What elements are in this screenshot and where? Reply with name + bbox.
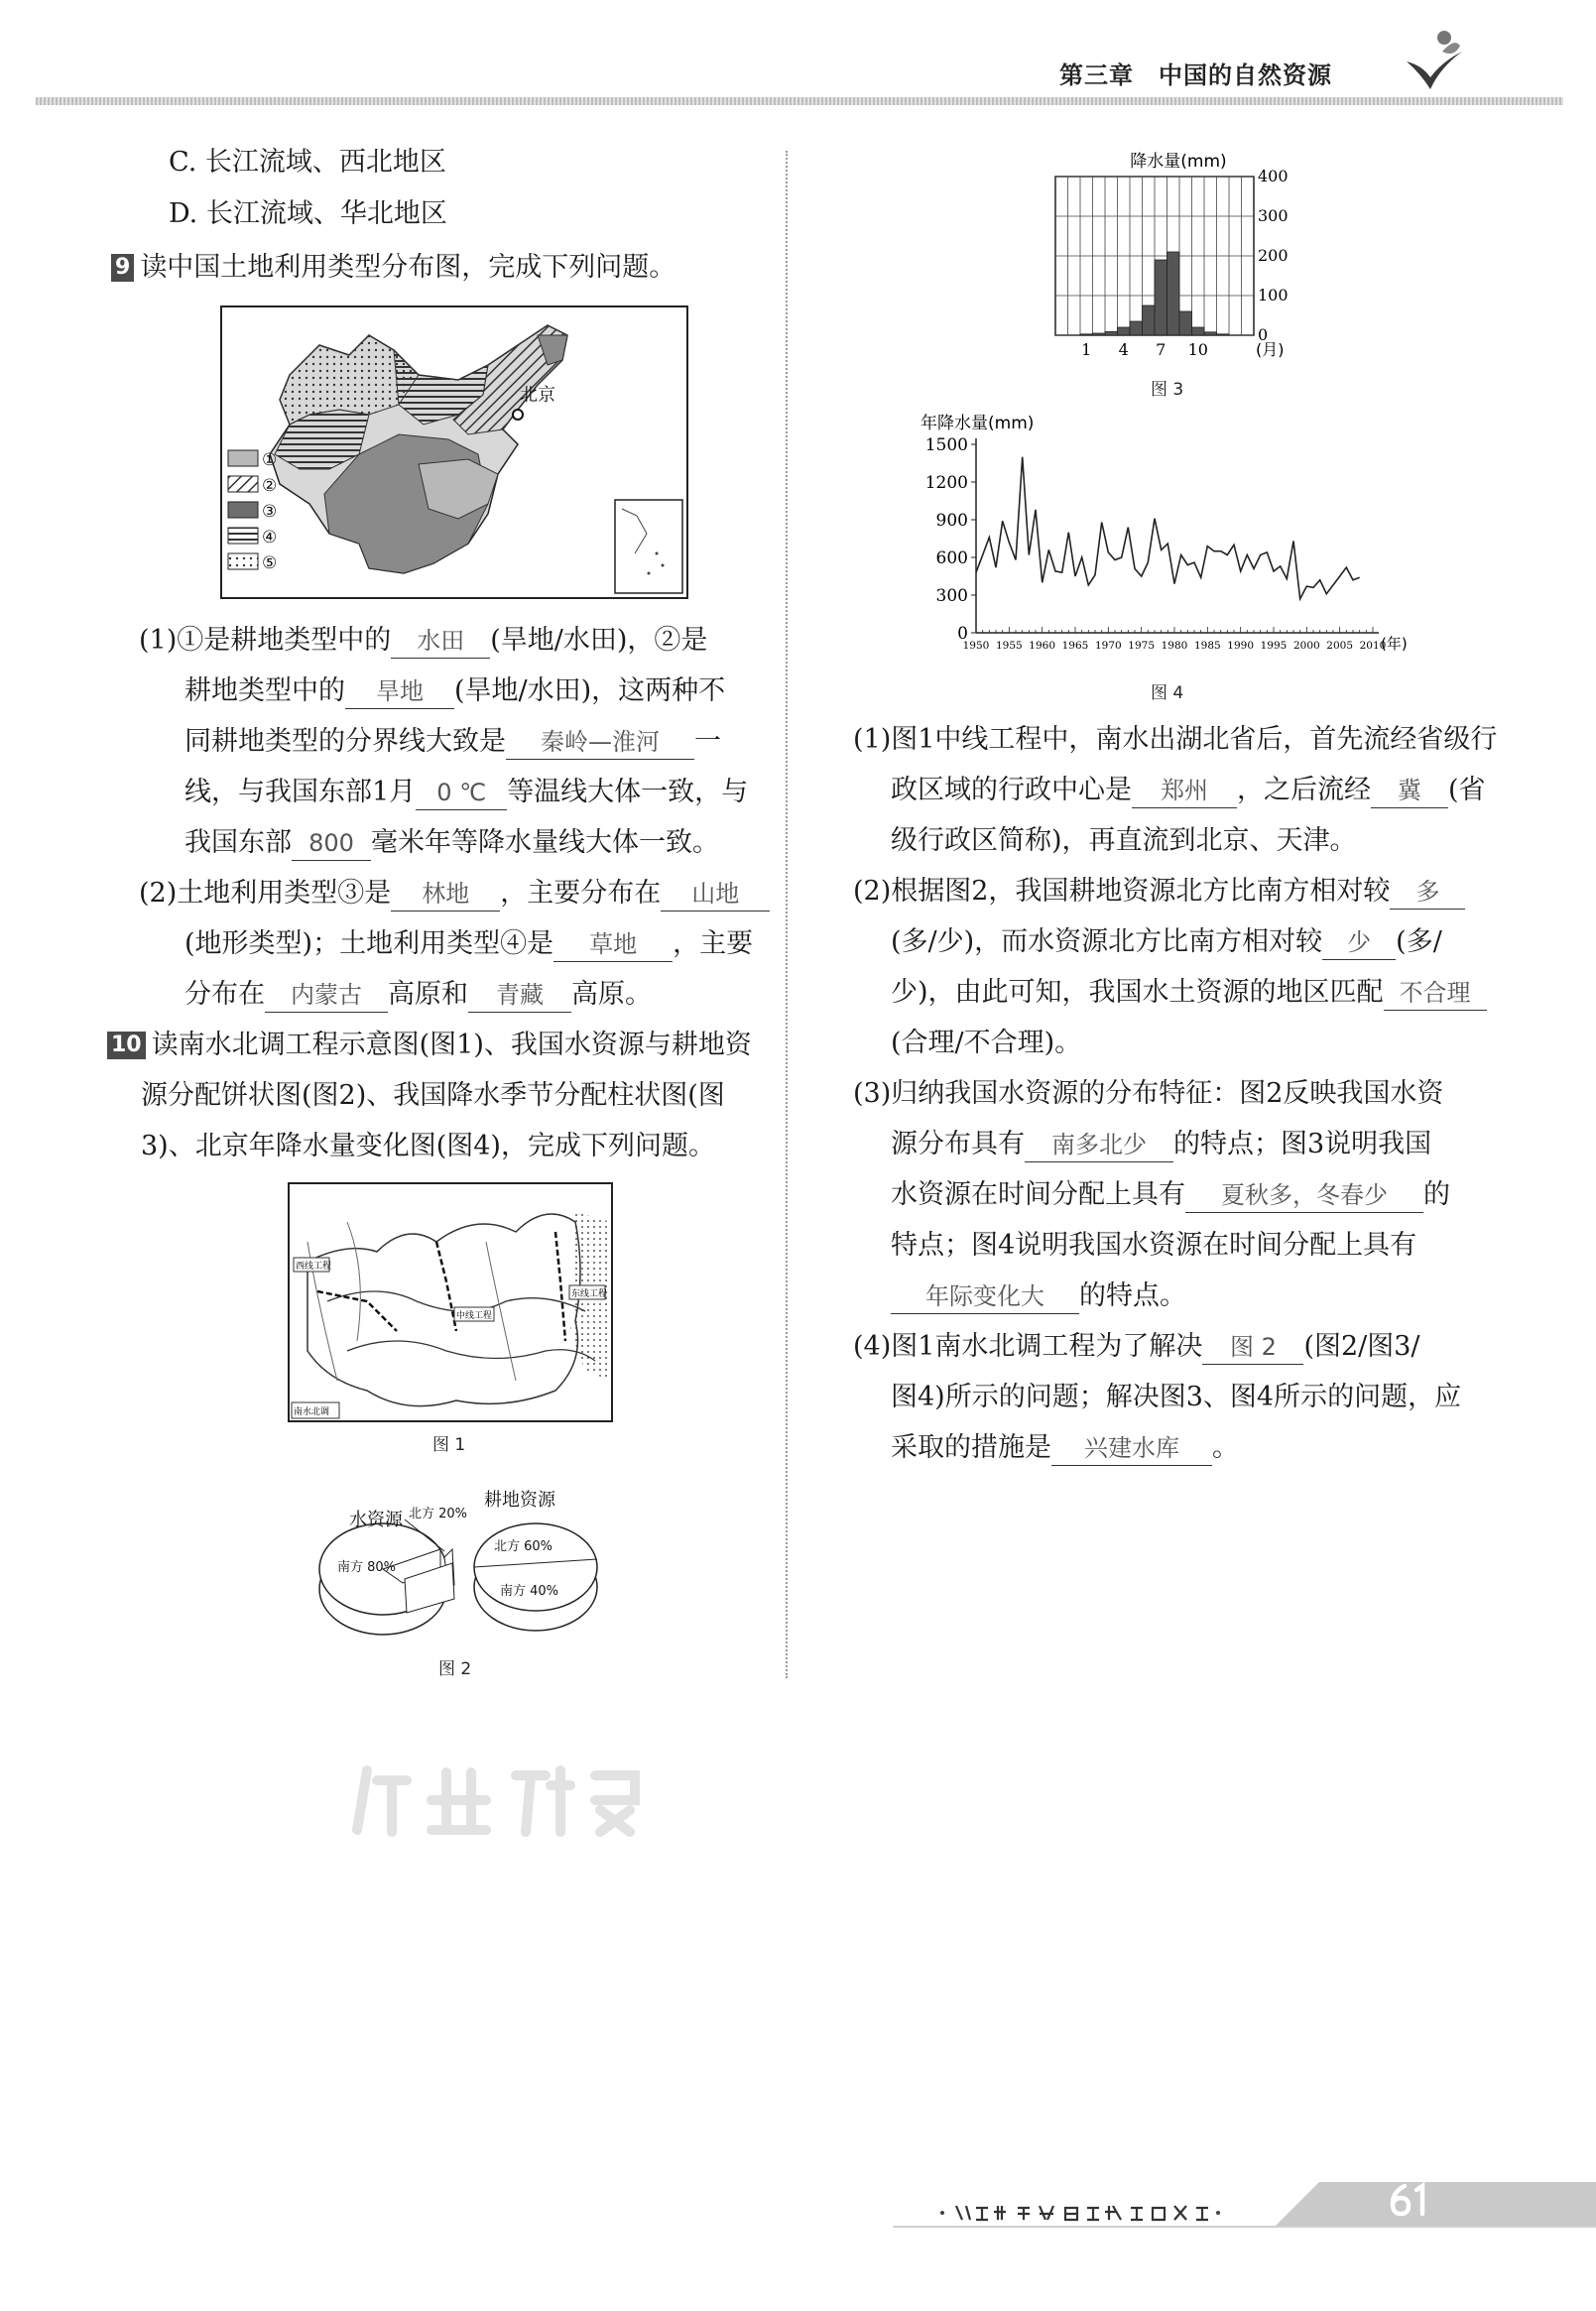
y-tick-label: 100 (1258, 286, 1289, 304)
answer-blank: 郑州 (1132, 774, 1237, 808)
water-north-label: 北方 20% (409, 1507, 468, 1521)
answer-blank: 内蒙古 (265, 978, 388, 1013)
header-rule (36, 97, 1563, 105)
question-10-line1 (107, 1020, 752, 1070)
r-q3-line3 (891, 1169, 1450, 1220)
answer-blank: 旱地 (345, 674, 454, 709)
page-header (0, 0, 1596, 119)
bar (1192, 327, 1205, 335)
watermark-graphic (347, 1761, 645, 1840)
x-tick-label: 2010 (1359, 640, 1387, 652)
q9-text: (旱地/水田)，②是 (490, 625, 708, 656)
q9-text: (旱地/水田)，这两种不 (454, 675, 726, 706)
q9-text: 我国东部 (184, 827, 292, 858)
q9-text: 高原和 (388, 979, 468, 1010)
option-c: C. 长江流域、西北地区 (169, 147, 446, 178)
y-tick-label: 200 (1258, 246, 1289, 265)
r-q1-line2 (891, 765, 1486, 815)
answer-blank: 少 (1322, 925, 1396, 960)
q9-p2-line1 (139, 868, 770, 918)
q10-text: 的 (1423, 1179, 1450, 1210)
q9-text: ，主要分布在 (500, 878, 662, 909)
q9-p2-line3 (184, 969, 652, 1020)
q9-text: 毫米年等降水量线大体一致。 (371, 827, 719, 858)
y-tick-label: 400 (1258, 167, 1289, 185)
bar (1167, 252, 1180, 335)
column-divider (786, 151, 788, 1678)
x-tick-label: 1985 (1193, 640, 1221, 652)
chapter-title: 第三章 中国的自然资源 (1059, 61, 1332, 89)
q10-text: 的特点。 (1079, 1280, 1186, 1311)
answer-blank: 不合理 (1384, 976, 1487, 1011)
y-tick-label: 300 (1258, 206, 1289, 225)
option-d: D. 长江流域、华北地区 (169, 198, 447, 229)
answer-blank: 年际变化大 (891, 1279, 1079, 1314)
east-route-label: 东线工程 (571, 1289, 608, 1299)
q10-text: (多/少)，而水资源北方比南方相对较 (891, 926, 1323, 957)
bar (1130, 321, 1143, 335)
answer-blank: 图 2 (1202, 1330, 1303, 1365)
q10-text: 。 (1212, 1432, 1239, 1463)
q10-text: (图2/图3/ (1303, 1331, 1420, 1362)
answer-blank: 冀 (1371, 774, 1448, 808)
r-q4-line2: 图4)所示的问题；解决图3、图4所示的问题，应 (891, 1382, 1462, 1412)
q9-text: 分布在 (184, 979, 265, 1010)
legend-4: ④ (262, 528, 278, 547)
r-q3-line2 (891, 1119, 1431, 1169)
question-10-line2: 源分配饼状图(图2)、我国降水季节分配柱状图(图 (141, 1080, 725, 1111)
figure-1-caption: 图 1 (432, 1435, 466, 1455)
q9-text: 高原。 (571, 979, 652, 1010)
q10-text: (4)图1南水北调工程为了解决 (853, 1331, 1203, 1362)
y-tick-label: 1200 (924, 473, 968, 493)
r-q1-line3: 级行政区简称)，再直流到北京、天津。 (891, 825, 1357, 856)
question-9-stem (111, 242, 675, 293)
land-north-label: 北方 60% (494, 1539, 553, 1554)
r-q2-line4: (合理/不合理)。 (891, 1028, 1082, 1058)
x-axis-title: (月) (1256, 340, 1285, 359)
annual-precipitation-chart (917, 409, 1432, 676)
land-pie-title: 耕地资源 (484, 1490, 555, 1511)
precipitation-line (976, 457, 1360, 599)
r-q3-line4: 特点；图4说明我国水资源在时间分配上具有 (891, 1230, 1417, 1261)
q10-text: 少)，由此可知，我国水土资源的地区匹配 (891, 977, 1384, 1008)
y-tick-label: 300 (935, 586, 968, 606)
bar (1204, 332, 1217, 335)
bar (1093, 333, 1106, 335)
q10-text: 水资源在时间分配上具有 (891, 1179, 1185, 1210)
bar (1217, 334, 1230, 335)
answer-blank: 青藏 (468, 978, 571, 1013)
r-q3-line5 (891, 1271, 1186, 1321)
y-axis-title: 降水量(mm) (1130, 152, 1227, 172)
q10-text: 的特点；图3说明我国 (1173, 1129, 1432, 1159)
answer-blank: 秦岭—淮河 (506, 725, 694, 760)
q9-text: 线，与我国东部1月 (184, 777, 417, 807)
x-tick-label: 1975 (1128, 640, 1156, 652)
r-q4-line1 (853, 1321, 1420, 1372)
q10-text: (2)根据图2，我国耕地资源北方比南方相对较 (853, 876, 1391, 907)
water-pie-title: 水资源 (349, 1510, 403, 1530)
x-tick-label: 10 (1187, 340, 1208, 359)
q9-text: (2)土地利用类型③是 (139, 878, 392, 909)
x-tick-label: 7 (1156, 340, 1166, 359)
r-q4-line3 (891, 1422, 1239, 1473)
q9-p1-line2 (184, 666, 725, 716)
y-axis-title: 年降水量(mm) (921, 414, 1035, 433)
water-diversion-map (288, 1182, 613, 1422)
x-tick-label: 1990 (1227, 640, 1255, 652)
x-tick-label: 1 (1081, 340, 1092, 359)
answer-blank: 水田 (391, 624, 490, 659)
legend-5: ⑤ (262, 553, 278, 573)
figure-4-caption: 图 4 (1151, 683, 1184, 703)
question-10-line3: 3)、北京年降水量变化图(图4)，完成下列问题。 (141, 1131, 715, 1161)
q10-text: (多/ (1396, 926, 1442, 957)
answer-blank: 山地 (661, 877, 770, 912)
middle-route-label: 中线工程 (456, 1311, 493, 1321)
q9-p1-line4 (184, 767, 748, 817)
legend-2: ② (262, 476, 278, 496)
y-tick-label: 900 (935, 511, 968, 531)
figure-2-caption: 图 2 (438, 1659, 472, 1679)
q9-text: ，主要 (673, 928, 754, 959)
q9-p2-line2 (184, 918, 753, 969)
x-tick-label: 4 (1118, 340, 1129, 359)
south-china-sea-inset (615, 500, 682, 593)
q9-text: 同耕地类型的分界线大致是 (184, 726, 506, 757)
q10-text: 采取的措施是 (891, 1432, 1051, 1463)
answer-blank: 0 ℃ (416, 776, 507, 810)
answer-blank: 多 (1390, 875, 1465, 910)
r-q1-line1: (1)图1中线工程中，南水出湖北省后，首先流经省级行 (853, 724, 1498, 755)
bar (1080, 334, 1093, 335)
q9-text: 一 (694, 726, 721, 757)
y-tick-label: 1500 (924, 435, 968, 455)
x-tick-label: 1995 (1260, 640, 1288, 652)
monthly-precipitation-chart (1032, 147, 1309, 375)
x-tick-label: 1955 (995, 640, 1023, 652)
y-tick-label: 0 (1258, 325, 1269, 344)
china-land-use-map (220, 305, 688, 599)
x-tick-label: 1965 (1061, 640, 1089, 652)
answer-blank: 林地 (391, 877, 500, 912)
q9-p1-line5 (184, 817, 719, 868)
q9-text: (1)①是耕地类型中的 (139, 625, 392, 656)
stem-text: 读中国土地利用类型分布图，完成下列问题。 (140, 252, 676, 283)
bar (1105, 331, 1118, 335)
answer-blank: 800 (292, 826, 371, 861)
bar (1155, 260, 1167, 335)
legend-3: ③ (262, 502, 278, 522)
stem-text: 读南水北调工程示意图(图1)、我国水资源与耕地资 (151, 1030, 752, 1060)
q9-p1-line1 (139, 615, 707, 666)
question-number: 9 (111, 254, 134, 282)
q10-text: 源分布具有 (891, 1129, 1025, 1159)
answer-blank: 草地 (553, 927, 673, 962)
figure-3-caption: 图 3 (1151, 380, 1184, 400)
page-number-graphic (1387, 2182, 1430, 2218)
r-q3-line1: (3)归纳我国水资源的分布特征：图2反映我国水资 (853, 1078, 1444, 1109)
q9-text: (地形类型)；土地利用类型④是 (184, 928, 554, 959)
water-south-label: 南方 80% (337, 1560, 397, 1575)
answer-blank: 夏秋多，冬春少 (1185, 1178, 1423, 1213)
answer-blank: 南多北少 (1025, 1128, 1173, 1162)
west-route-label: 西线工程 (296, 1262, 332, 1272)
answer-blank: 兴建水库 (1051, 1431, 1212, 1466)
legend-1: ① (262, 450, 278, 470)
bar (1179, 311, 1192, 335)
q10-text: (省 (1448, 775, 1486, 805)
x-tick-label: 2000 (1292, 640, 1320, 652)
resource-pie-charts (313, 1478, 611, 1646)
map-legend-label: 南水北调 (294, 1407, 330, 1417)
x-axis-title: (年) (1381, 635, 1408, 653)
book-leaf-logo-icon (1399, 28, 1468, 97)
question-number: 10 (107, 1032, 146, 1059)
r-q2-line1 (853, 866, 1465, 916)
q10-text: ，之后流经 (1237, 775, 1371, 805)
x-tick-label: 1950 (962, 640, 990, 652)
x-tick-label: 1970 (1094, 640, 1122, 652)
x-tick-label: 1980 (1161, 640, 1188, 652)
q9-text: 等温线大体一致，与 (507, 777, 749, 807)
x-tick-label: 1960 (1029, 640, 1056, 652)
r-q2-line3 (891, 967, 1487, 1018)
q10-text: 政区域的行政中心是 (891, 775, 1132, 805)
r-q2-line2 (891, 916, 1442, 967)
land-south-label: 南方 40% (500, 1584, 559, 1599)
y-tick-label: 600 (935, 548, 968, 568)
x-tick-label: 2005 (1326, 640, 1354, 652)
q9-p1-line3 (184, 716, 721, 767)
bar (1143, 305, 1156, 335)
y-tick-label: 0 (957, 624, 968, 644)
q9-text: 耕地类型中的 (184, 675, 345, 706)
bar (1118, 327, 1131, 335)
beijing-label: 北京 (520, 385, 555, 406)
footer-motto-graphic (936, 2200, 1224, 2226)
